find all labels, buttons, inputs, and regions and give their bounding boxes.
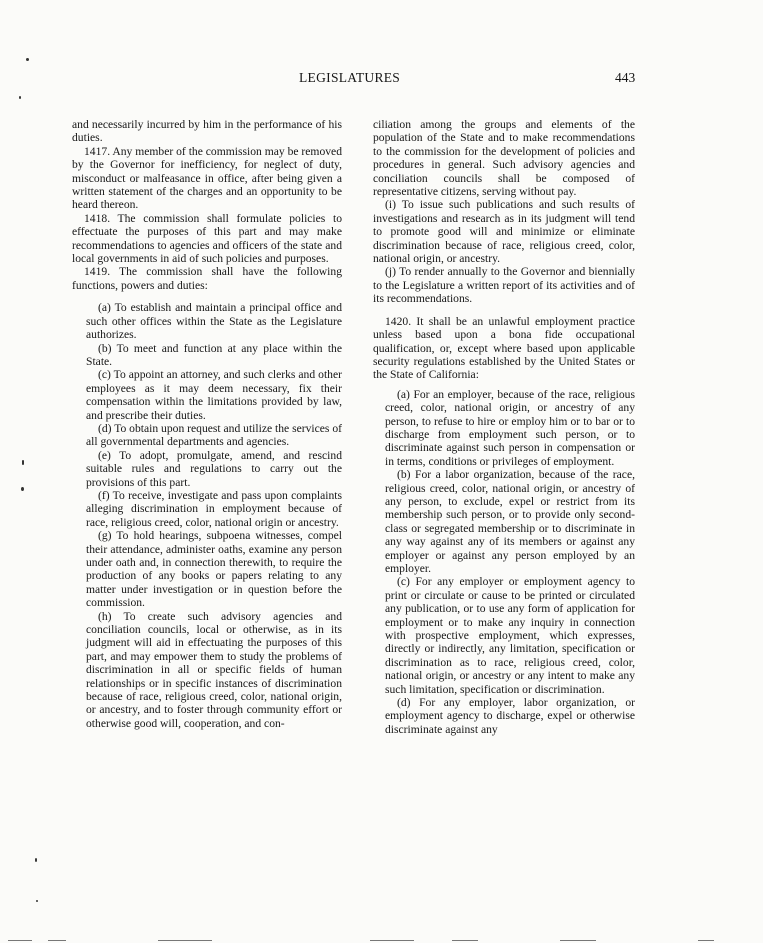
scan-speck xyxy=(35,858,37,862)
section-1417: 1417. Any member of the commission may be removed by the Governor for inefficiency, for neglect of duty, misconduct or malfeasance in office, after being given a written statement of the charges and an opportunity to be heard thereon. xyxy=(72,144,342,212)
clause-1419-d: (d) To obtain upon request and utilize the services of all governmental departments and agencies. xyxy=(86,421,342,449)
scan-speck xyxy=(22,460,24,465)
scan-edge-line xyxy=(452,940,478,941)
scan-edge-line xyxy=(698,940,714,941)
clause-1419-f: (f) To receive, investigate and pass upon complaints alleging discrimination in employment because of race, religious creed, color, national origin or ancestry. xyxy=(86,488,342,529)
clause-1419-c: (c) To appoint an attorney, and such clerks and other employees as it may deem necessary, fix their compensation within the limitations provided by law, and prescribe their duties. xyxy=(86,368,342,422)
clause-1420-d: (d) For any employer, labor organization, or employment agency to discharge, expel or otherwise discriminate against any xyxy=(385,696,635,736)
running-head-title: LEGISLATURES xyxy=(299,70,401,85)
paragraph-continuation: ciliation among the groups and elements of the population of the State and to make recommendations to the commission for the development of policies and procedures in general. Such advisory agencies and conciliation councils shall be composed of representative citizens, serving without pay. xyxy=(373,118,635,199)
clause-1419-i: (i) To issue such publications and such results of investigations and research as in its judgment will tend to promote good will and minimize or eliminate discrimination because of race, religious creed, color, national origin, or ancestry. xyxy=(373,198,635,266)
clause-1419-b: (b) To meet and function at any place within the State. xyxy=(86,341,342,368)
clause-1419-g: (g) To hold hearings, subpoena witnesses, compel their attendance, administer oaths, examine any person under oath and, in connection therewith, to require the production of any books or papers relating to any matter under investigation or in question before the commission. xyxy=(86,529,342,610)
scan-edge-line xyxy=(370,940,414,941)
clause-1419-h: (h) To create such advisory agencies and conciliation councils, local or otherwise, as in its judgment will aid in effectuating the purposes of this part, and may empower them to study the problems of discrimination in all or specific fields of human relationships or in specific instances of discrimination because of race, religious creed, color, national origin, or ancestry, and to foster through community effort or otherwise good will, cooperation, and con- xyxy=(86,609,342,730)
clause-1419-e: (e) To adopt, promulgate, amend, and rescind suitable rules and regulations to carry out the provisions of this part. xyxy=(86,448,342,489)
scan-speck xyxy=(21,487,24,491)
clause-1420-a: (a) For an employer, because of the race, religious creed, color, national origin, or ancestry of any person, to refuse to hire or employ him or to bar or to discharge from employment such person, or to discriminate against such person in compensation or in terms, conditions or privileges of employment. xyxy=(385,387,635,468)
page-number: 443 xyxy=(615,70,636,85)
scan-speck xyxy=(26,58,29,61)
section-1419-intro: 1419. The commission shall have the following functions, powers and duties: xyxy=(72,265,342,292)
scan-speck xyxy=(19,96,21,99)
scan-speck xyxy=(36,900,38,902)
right-column xyxy=(373,118,635,736)
clause-1419-a: (a) To establish and maintain a principal office and such other offices within the State as the Legislature authorizes. xyxy=(86,301,342,342)
left-column xyxy=(72,118,342,730)
clause-1419-j: (j) To render annually to the Governor and biennially to the Legislature a written report of its activities and of its recommendations. xyxy=(373,265,635,306)
paragraph-continuation: and necessarily incurred by him in the performance of his duties. xyxy=(72,118,342,145)
clause-1420-b: (b) For a labor organization, because of the race, religious creed, color, national origin, or ancestry of any person, to exclude, expel or restrict from its membership such person, or to provide only second-class or segregated membership or to discriminate in any way against any of its members or against any employer or against any person employed by an employer. xyxy=(385,468,635,575)
section-1420-intro: 1420. It shall be an unlawful employment practice unless based upon a bona fide occupational qualification, or, except where based upon applicable security regulations established by the United States or the State of California: xyxy=(373,314,635,382)
scan-edge-line xyxy=(8,940,32,941)
scan-edge-line xyxy=(158,940,212,941)
scan-edge-line xyxy=(48,940,66,941)
section-1418: 1418. The commission shall formulate policies to effectuate the purposes of this part and may make recommendations to agencies and officers of the state and local governments in aid of such policies and purposes. xyxy=(72,211,342,266)
clause-1420-c: (c) For any employer or employment agency to print or circulate or cause to be printed or circulated any publication, or to use any form of application for employment or to make any inquiry in connection with prospective employment, which expresses, directly or indirectly, any limitation, specification or discrimination as to race, religious creed, color, national origin, or ancestry or any intent to make any such limitation, specification or discrimination. xyxy=(385,575,635,696)
scan-edge-line xyxy=(560,940,596,941)
